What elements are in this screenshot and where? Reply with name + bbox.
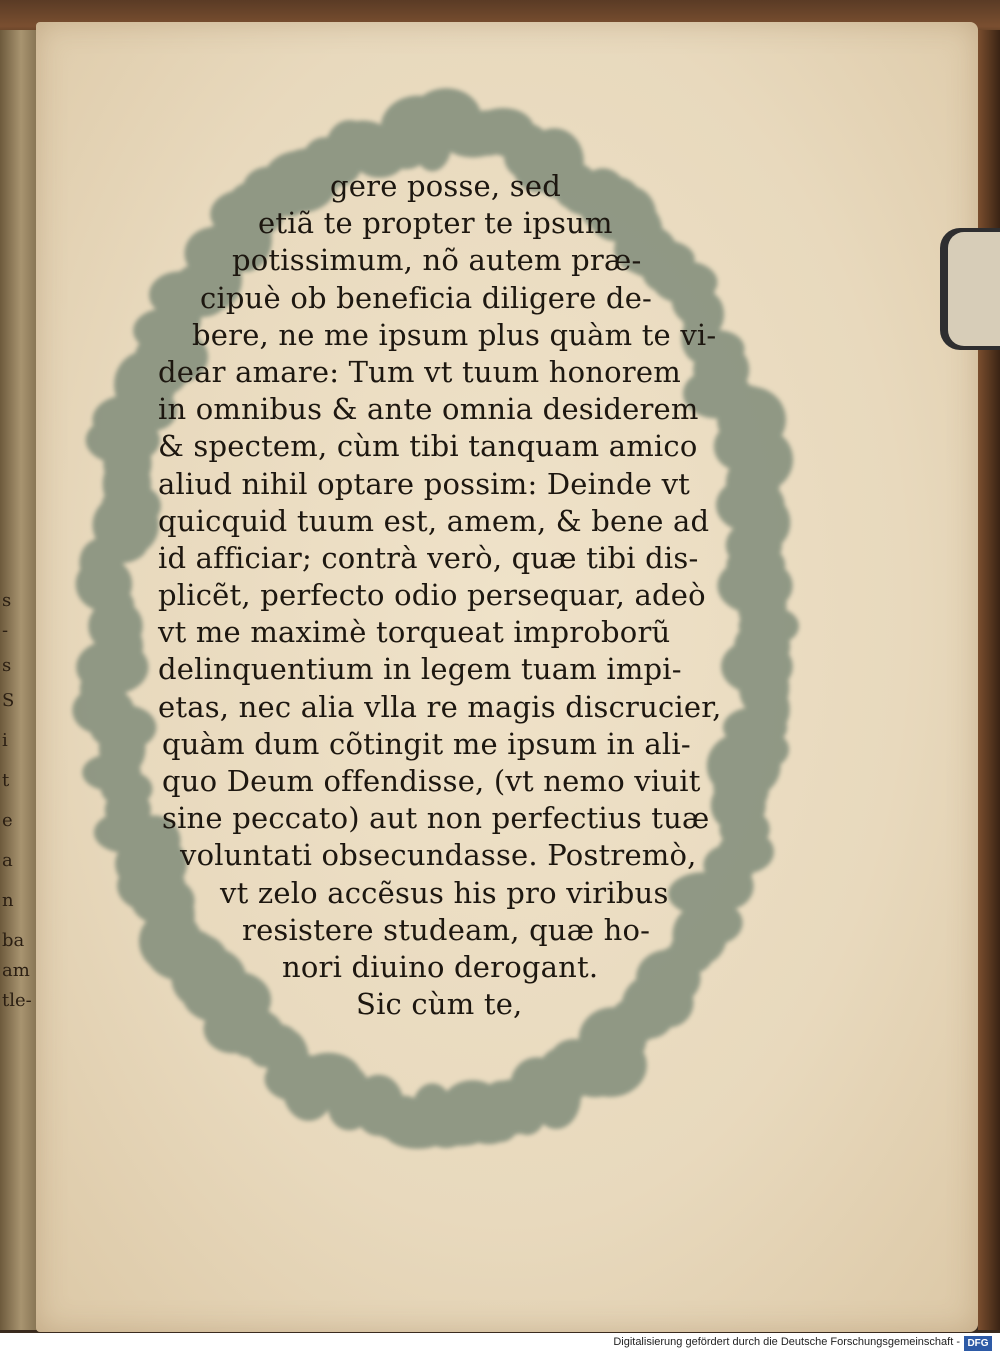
facing-page-fragment: ba <box>2 930 25 951</box>
text-line: in omnibus & ante omnia desiderem <box>158 392 699 427</box>
facing-page-fragment: - <box>2 620 9 641</box>
facing-page-fragment: a <box>2 850 13 871</box>
facing-page-fragment: t <box>2 770 10 791</box>
facing-page-fragment: tle- <box>2 990 32 1011</box>
text-line: quàm dum cõtingit me ipsum in ali- <box>162 726 691 761</box>
bookmark-clip-inner <box>948 232 1000 346</box>
text-line: vt me maximè torqueat improborũ <box>158 615 671 650</box>
text-line: etiã te propter te ipsum <box>258 206 613 241</box>
facing-page-fragment: n <box>2 890 14 911</box>
text-line: Sic cùm te, <box>356 987 523 1022</box>
facing-page-fragment: am <box>2 960 30 981</box>
text-line: vt zelo accẽsus his pro viribus <box>220 875 669 910</box>
page-stack-edge <box>978 30 1000 1330</box>
text-line: voluntati obsecundasse. Postremò, <box>180 838 697 873</box>
digitization-footer <box>0 1333 1000 1355</box>
text-line: cipuè ob beneficia diligere de- <box>200 280 653 315</box>
body-text <box>150 168 770 1023</box>
text-line: plicẽt, perfecto odio persequar, adeò <box>158 578 706 613</box>
dfg-logo: DFG <box>964 1336 992 1351</box>
text-line: nori diuino derogant. <box>282 949 599 984</box>
facing-page-fragment: i <box>2 730 8 751</box>
facing-page-fragment: s <box>2 655 12 676</box>
facing-page-fragment: S <box>2 690 15 711</box>
text-line: bere, ne me ipsum plus quàm te vi- <box>192 317 717 352</box>
facing-page-fragment: s <box>2 590 12 611</box>
text-line: quo Deum offendisse, (vt nemo viuit <box>162 764 701 798</box>
funding-credit: Digitalisierung gefördert durch die Deutsche Forschungsgemeinschaft - <box>613 1336 960 1348</box>
text-line: sine peccato) aut non perfectius tuæ <box>162 801 710 836</box>
facing-page-fragment: e <box>2 810 13 831</box>
text-line: delinquentium in legem tuam impi- <box>158 652 682 687</box>
text-line: aliud nihil optare possim: Deinde vt <box>158 466 691 501</box>
text-line: etas, nec alia vlla re magis discrucier, <box>158 689 722 724</box>
text-line: potissimum, nõ autem præ- <box>232 243 642 278</box>
text-line: id afficiar; contrà verò, quæ tibi dis- <box>158 540 699 575</box>
text-line: dear amare: Tum vt tuum honorem <box>158 354 681 389</box>
text-line: gere posse, sed <box>330 169 561 203</box>
text-line: quicquid tuum est, amem, & bene ad <box>158 503 710 538</box>
text-line: & spectem, cùm tibi tanquam amico <box>158 429 698 464</box>
text-line: resistere studeam, quæ ho- <box>242 912 651 947</box>
